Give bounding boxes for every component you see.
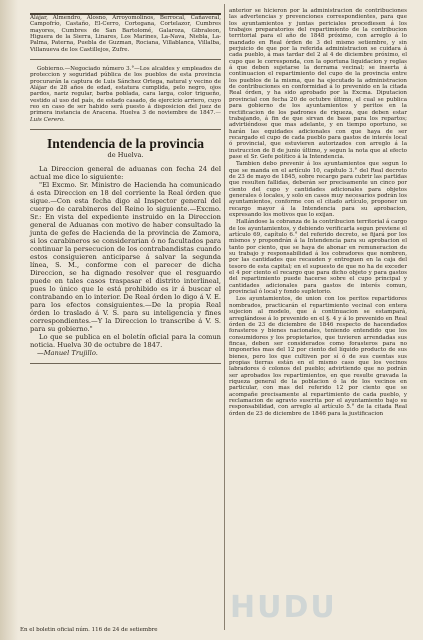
section-rule	[30, 59, 221, 60]
footer-line: En el boletin oficial núm. 116 de 24 de setiembre	[20, 627, 158, 633]
notice-paragraph-2: "El Excmo. Sr. Ministro de Hacienda ha comunicado á esta Direccion en 18 del corriente la Real órden que sigue.—Con esta fecha digo al Inspector general del cuerpo de carabineros del Reino lo siguiente.—Excmo. Sr.: En vista del expediente instruido en la Direccion general de Aduanas con motivo de haber consultado la junta de gefes de Hacienda de la provincia de Zamora, si los carabineros se considerarian ó no facultados para continuar la persecucion de los contrabandistas cuando estos consiguieren anticiparse á salvar la segunda línea, S. M., conforme con el parecer de dicha Direccion, se ha dignado resolver que el resguardo puede en tales casos traspasar el distrito interlineal, pues lo único que le está prohibido es ir á buscar el contrabando en lo interior. De Real órden lo digo á V. E. para los efectos consiguientes.—De la propia Real órden lo traslado á V. S. para su inteligencia y fines correspondientes.—Y la Direccion lo transcribe á V. S. para su gobierno."	[30, 181, 221, 334]
towns-list-paragraph: Alájar, Almendro, Alosno, Arroyomolinos, Berrocal, Cañaveral, Campofrío, Castaño, El-Cerro, Cortegana, Cortelazor, Cumbres mayores, Cumbres de San Bartolomé, Galaroza, Gibraleon, Higuera de la Sierra, Linares, Los Marines, La-Nava, Niebla, La-Palma, Paterna, Puebla de Guzman, Rociana, Villablanca, Villalba, Villanueva de los Castillejos, Zufre.	[30, 15, 221, 53]
left-column	[30, 0, 221, 370]
section-rule-3	[30, 363, 221, 364]
right-paragraph-1: anterior se hicieron por la administracion de contribuciones las advertencias y prevenciones correspondientes, para que los ayuntamientos y juntas periciales procediesen á los trabajos preparatorios del repartimiento de la contribucion territorial para el año de 1848 próximo, con arreglo á lo mandado en Real órden de 3 del mismo setiembre, y sin perjuicio de que por la referida administracion se cuidara á cada pueblo, á mas tardar del 2 al 4 de diciembre próximo, el cupo que le corresponda, con la oportuna liquidacion y reglas á que deben sujetarse la derrama vecinal; se inserta á continuacion el repartimiento del cupo de la provincia entre los pueblos de la misma, que ha ejecutado la administracion de contribuciones en conformidad á lo prevenido en la citada Real órden, y ha sido aprobado por la Excma. Diputacion provincial con fecha 20 de octubre último, el cual se publica para gobierno de los ayuntamientos y peritos en la rectificacion de los padrones de riqueza, que deben estar trabajando, á fin de que sirvan de base para los repartos; advirtiéndose que mas adelante, y en tiempo oportuno, se harán las equidades adicionales con que haya de ser recargado el cupo de cada pueblo para gastos de interés local ó provincial, que estuvieren autorizados con arreglo á la instruccion de 8 de junio último, y segun la nota que al efecto pase el Sr. Gefe político á la Intendencia.	[229, 8, 407, 160]
right-paragraph-4: Los ayuntamientos, de union con los peritos repartidores nombrados, practicarán el repartimiento vecinal con entera sujecion al modelo, que á continuacion se estampará, arreglándose á lo prevenido en el §. 4 y á lo prevenido en Real órden de 23 de diciembre de 1846 respecto de hacendados forasteros y bienes nacionales, teniendo entendido que los consumidores y los propietarios, que tuvieren arrendadas sus fincas, deben ser considerados como forasteros para no imponerles mas del 12 por ciento del líquido producto de sus bienes, pero los que cultiven por sí ó de sus cuentas sus propias tierras están en el mismo caso que los vecinos labradores ó colonos del pueblo; advirtiendo que no podrán ser aprobados los repartimientos, en que resulte gravada la riqueza general de la poblacion ó la de los vecinos en particular, con mas del referido 12 por ciento que se acompañe precisamente al repartimiento de cada pueblo, y reclamacion de agravio suscrita por el ayuntamiento bajo su responsabilidad, con arreglo al artículo 5.° de la citada Real órden de 23 de diciembre de 1846 para la justificacion	[229, 296, 407, 417]
library-watermark: HUDU	[230, 590, 337, 625]
gobierno-notice-paragraph	[30, 66, 221, 123]
right-paragraph-2: Tambien debo prevenir á los ayuntamientos que segun lo que se manda en el artículo 10, capítulo 3.° del Real decreto de 23 de mayo de 1845, sobre recargo para cubrir las partidas que resulten fallidas, deberán ser precisamente un cinco por ciento del cupo y cantidades adicionales para objetos generales ó locales, y solo en casos muy necesarios podrán los ayuntamientos, conforme con el citado artículo, proponer un recargo mayor á la Intendencia para su aprobacion, expresando los motivos que lo exijan.	[229, 161, 407, 218]
notice-signature: —Manuel Trujillo.	[37, 349, 98, 358]
right-paragraph-3: Hallándose la cobranza de la contribucion territorial á cargo de los ayuntamientos, y debiendo verificarla segun previene el artículo 69, capítulo 6.° del referido decreto, se fijará por los mismos y propondrán á la Intendencia para su aprobacion el tanto por ciento, que se haya de abonar en remuneracion de su trabajo y responsabilidad á los cobradores que nombren, por las cantidades que recauden y entreguen en la caja del tesoro de esta capital; en el supuesto de que no ha de exceder el 4 por ciento el recargo que para dicho objeto y para gastos del repartimiento puede hacerse sobre el cupo principal y cantidades adicionales para gastos de interés comun, provincial ó local y fondo supletorio.	[229, 219, 407, 296]
intendencia-notice	[30, 165, 221, 357]
gobierno-signature: —Luis Cerero.	[30, 110, 221, 123]
gobierno-notice-text: Gobierno.—Negociado número 3.°—Los alcaldes y empleados de proteccion y seguridad pública de los pueblos de esta provincia procurarán la captura de Luis Sánchez Ortega, natural y vecino de Alájar de 28 años de edad, estatura cumplida, pelo negro, ojos pardos, nariz regular, barba poblada, cara larga, color trigueño, vestido al uso del país, de estado casado, de ejercicio arriero, cuyo reo en caso de ser habido será puesto á disposicion del juez de primera instancia de Aracena. Huelva 3 de noviembre de 1847.	[30, 66, 221, 117]
section-subheading: de Huelva.	[107, 151, 144, 160]
section-rule-2	[30, 129, 221, 130]
notice-signature-line	[30, 349, 221, 357]
right-column	[229, 0, 407, 418]
column-divider	[224, 4, 225, 630]
notice-paragraph-3: Lo que se publica en el boletín oficial para la comun noticia. Huelva 30 de octubre de 1847.	[30, 333, 221, 350]
page-edge-shadow	[0, 0, 18, 640]
notice-paragraph-1: La Direccion general de aduanas con fecha 24 del actual me dice lo siguiente:	[30, 165, 221, 182]
section-heading: Intendencia de la provincia	[47, 136, 204, 152]
